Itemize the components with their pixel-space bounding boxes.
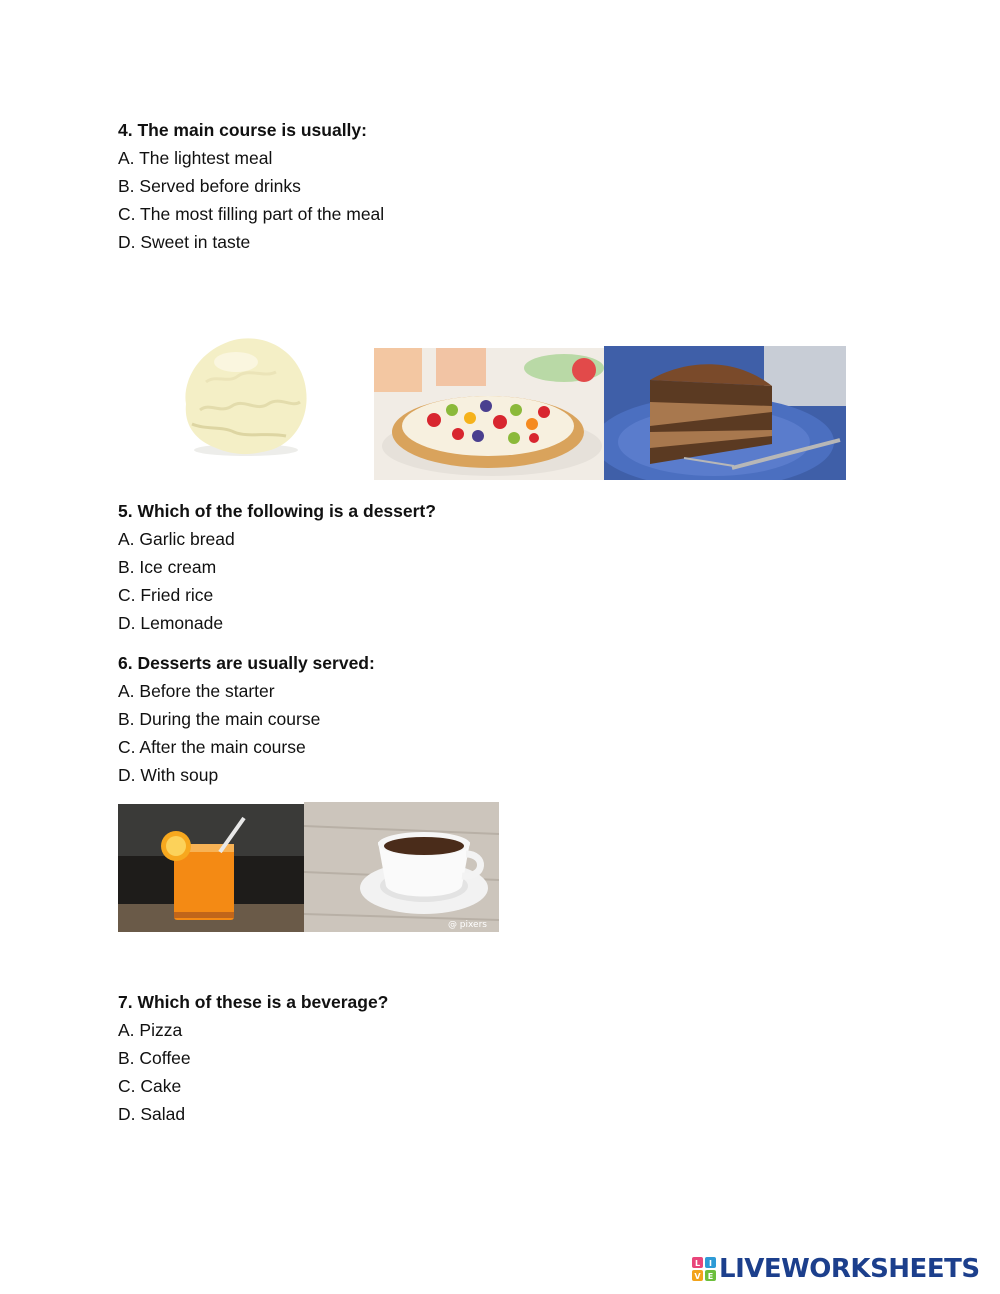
question-7-title: 7. Which of these is a beverage? <box>118 992 389 1012</box>
question-4-option-b: B. Served before drinks <box>118 176 301 196</box>
question-5-title: 5. Which of the following is a dessert? <box>118 501 436 521</box>
question-7-option-a: A. Pizza <box>118 1020 183 1040</box>
question-5-option-a: A. Garlic bread <box>118 529 235 549</box>
question-7 <box>118 988 388 1128</box>
ice-cream-image <box>176 332 316 460</box>
liveworksheets-wordmark: LIVEWORKSHEETS <box>719 1254 980 1284</box>
question-4-option-c: C. The most filling part of the meal <box>118 204 385 224</box>
coffee-image <box>304 802 499 932</box>
coffee-watermark: @ pixers <box>447 920 487 930</box>
svg-text:L: L <box>694 1259 701 1268</box>
fruit-tart-image <box>374 348 604 480</box>
chocolate-cake-image <box>604 346 846 480</box>
svg-text:I: I <box>709 1259 712 1268</box>
question-6-option-c: C. After the main course <box>118 737 306 757</box>
question-7-option-d: D. Salad <box>118 1104 186 1124</box>
question-5-option-d: D. Lemonade <box>118 613 224 633</box>
question-7-option-b: B. Coffee <box>118 1048 191 1068</box>
question-6-option-a: A. Before the starter <box>118 681 275 701</box>
question-6 <box>118 649 375 789</box>
question-7-option-c: C. Cake <box>118 1076 182 1096</box>
question-6-option-b: B. During the main course <box>118 709 321 729</box>
question-4-option-a: A. The lightest meal <box>118 148 273 168</box>
question-4-option-d: D. Sweet in taste <box>118 232 251 252</box>
svg-text:V: V <box>694 1272 701 1281</box>
question-6-option-d: D. With soup <box>118 765 219 785</box>
orange-juice-image <box>118 804 304 932</box>
question-4 <box>118 116 384 256</box>
question-4-title: 4. The main course is usually: <box>118 120 367 140</box>
question-5 <box>118 497 436 637</box>
question-6-title: 6. Desserts are usually served: <box>118 653 375 673</box>
liveworksheets-logo-icon <box>692 1257 716 1281</box>
question-5-option-b: B. Ice cream <box>118 557 217 577</box>
svg-text:E: E <box>707 1272 714 1281</box>
liveworksheets-brand <box>692 1252 992 1286</box>
question-5-option-c: C. Fried rice <box>118 585 214 605</box>
